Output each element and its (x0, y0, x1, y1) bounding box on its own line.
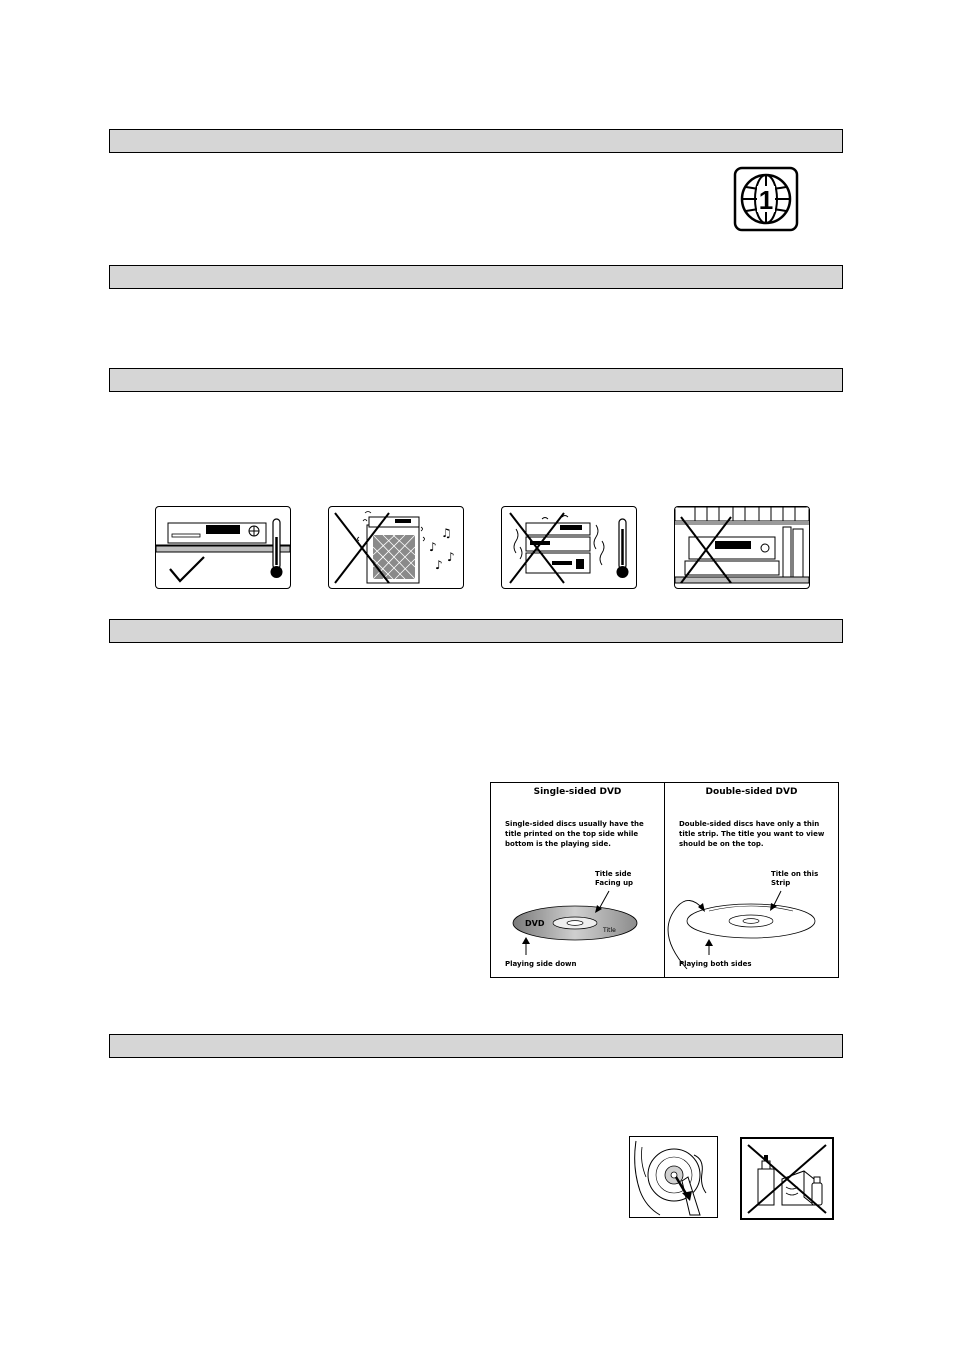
single-sided-description: Single-sided discs usually have the title printed on the top side while bottom is the playing side. (505, 820, 644, 848)
dvd-disc-text: DVD (525, 919, 545, 928)
no-solvents-illustration (740, 1137, 834, 1220)
double-sided-description: Double-sided discs have only a thin title strip. The title you want to view should be on the top. (679, 820, 825, 848)
placement-ok-illustration (155, 506, 291, 589)
double-title-strip-label-2: Strip (771, 879, 791, 887)
region-digit: 1 (758, 185, 774, 215)
disc-type-panel (490, 782, 839, 978)
globe-region-icon (733, 166, 799, 232)
single-sided-title: Single-sided DVD (533, 787, 622, 797)
double-title-strip-label-1: Title on this (771, 870, 819, 878)
double-sided-title: Double-sided DVD (705, 787, 798, 797)
section-bar-5 (109, 1034, 843, 1058)
single-title-side-label-1: Title side (595, 870, 632, 878)
placement-heat-illustration (501, 506, 637, 589)
checkmark-icon (170, 557, 204, 581)
svg-text:♪: ♪ (435, 558, 443, 572)
double-sided-panel (665, 783, 838, 977)
section-bar-4 (109, 619, 843, 643)
placement-vibration-illustration (328, 506, 464, 589)
section-bar-2 (109, 265, 843, 289)
svg-text:♪: ♪ (429, 540, 437, 554)
svg-text:♪: ♪ (447, 550, 455, 564)
single-sided-panel (491, 783, 665, 977)
disc-title-text: Title (603, 927, 616, 934)
placement-enclosed-illustration (674, 506, 810, 589)
double-sided-disc-illustration (665, 783, 838, 979)
single-playing-side-label: Playing side down (505, 960, 577, 968)
section-bar-3 (109, 368, 843, 392)
single-sided-disc-illustration (491, 783, 665, 979)
section-bar-1 (109, 129, 843, 153)
single-title-side-label-2: Facing up (595, 879, 634, 887)
disc-cleaning-illustration (629, 1136, 718, 1218)
double-playing-sides-label: Playing both sides (679, 960, 752, 968)
region-code-logo (733, 166, 799, 232)
svg-text:♫: ♫ (441, 526, 452, 540)
